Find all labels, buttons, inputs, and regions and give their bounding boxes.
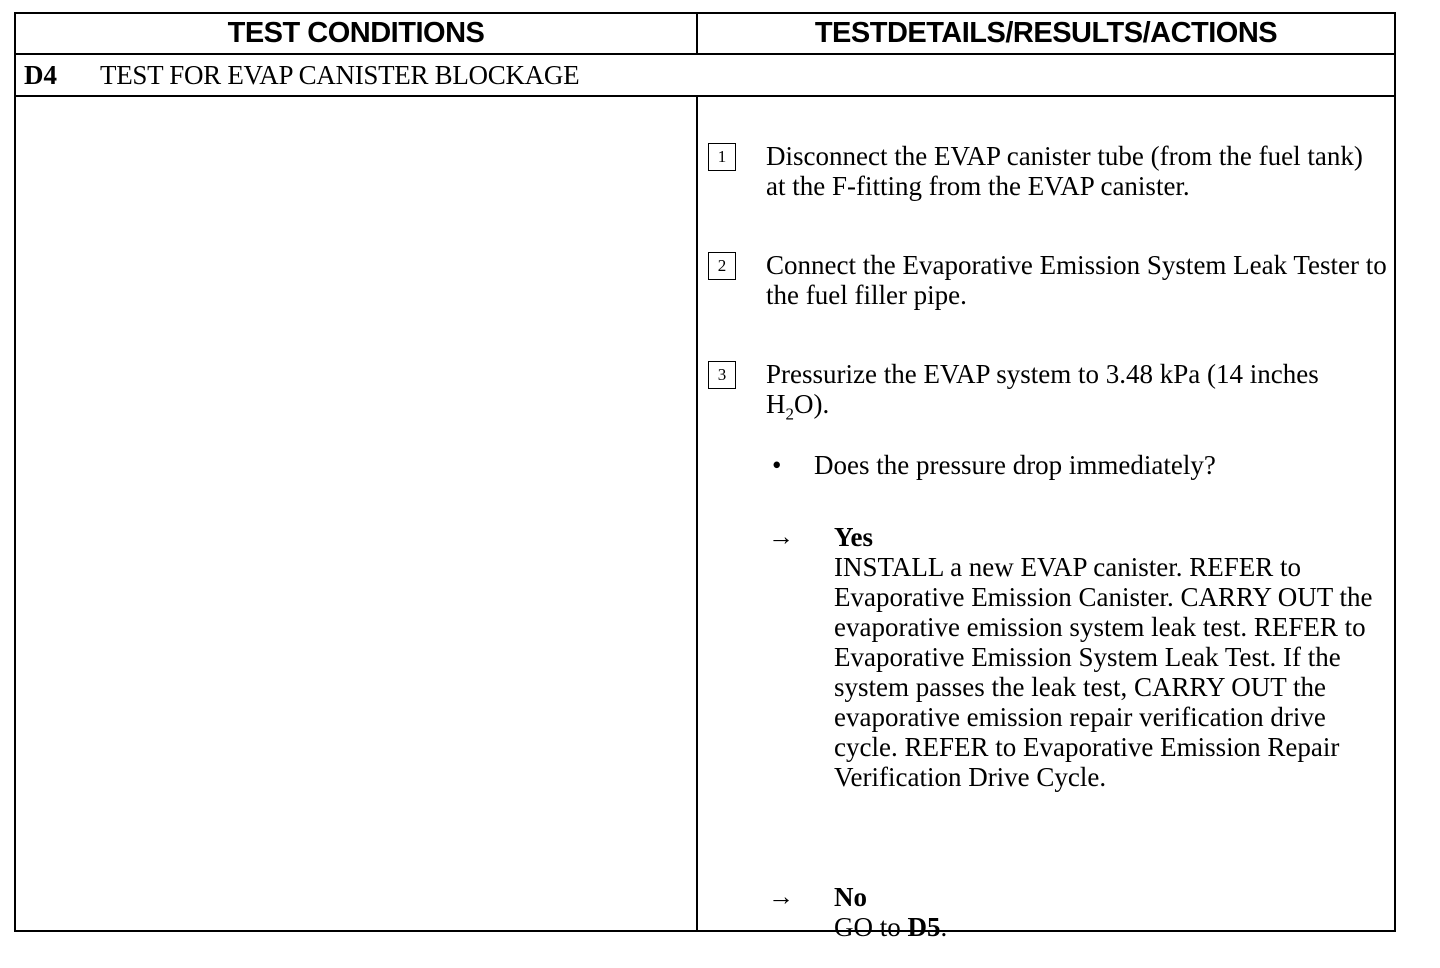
goto-text: GO to [834, 912, 908, 942]
subscript: 2 [785, 404, 794, 424]
goto-target: D5 [907, 912, 941, 942]
answer-no-text [834, 912, 1374, 942]
right-arrow-icon: → [768, 882, 794, 911]
step-number-box: 3 [708, 361, 736, 389]
goto-suffix: . [940, 912, 948, 942]
bullet-icon: • [772, 450, 782, 480]
step-text [766, 359, 1388, 429]
test-id: D4 [24, 59, 57, 90]
test-title: TEST FOR EVAP CANISTER BLOCKAGE [100, 59, 580, 90]
test-title-row [16, 55, 1394, 97]
right-arrow-icon: → [768, 522, 794, 551]
header-test-details: TESTDETAILS/RESULTS/ACTIONS [696, 14, 1396, 55]
header-test-conditions: TEST CONDITIONS [16, 14, 696, 55]
step-text: Connect the Evaporative Emission System Leak Tester to the fuel filler pipe. [766, 250, 1387, 310]
question-text: Does the pressure drop immediately? [814, 450, 1216, 480]
test-details-column [698, 97, 1394, 942]
step-text-part: O). [794, 389, 830, 419]
step-number-box: 2 [708, 252, 736, 280]
step-text-part: Pressurize the EVAP system to 3.48 kPa (14 inches H [766, 359, 1319, 419]
step-number-box: 1 [708, 143, 736, 171]
answer-yes-text: INSTALL a new EVAP canister. REFER to Evaporative Emission Canister. CARRY OUT the evaporative emission system leak test. REFER to Evaporative Emission System Leak Test. If the system passes the leak test, CARRY OUT the evaporative emission repair verification drive cycle. REFER to Evaporative Emission Repair Verification Drive Cycle. [834, 552, 1373, 792]
answer-yes-label: Yes [834, 522, 873, 552]
test-table [14, 12, 1396, 942]
step-text: Disconnect the EVAP canister tube (from the fuel tank) at the F-fitting from the EVAP canister. [766, 141, 1363, 201]
answer-no-label: No [834, 882, 867, 912]
